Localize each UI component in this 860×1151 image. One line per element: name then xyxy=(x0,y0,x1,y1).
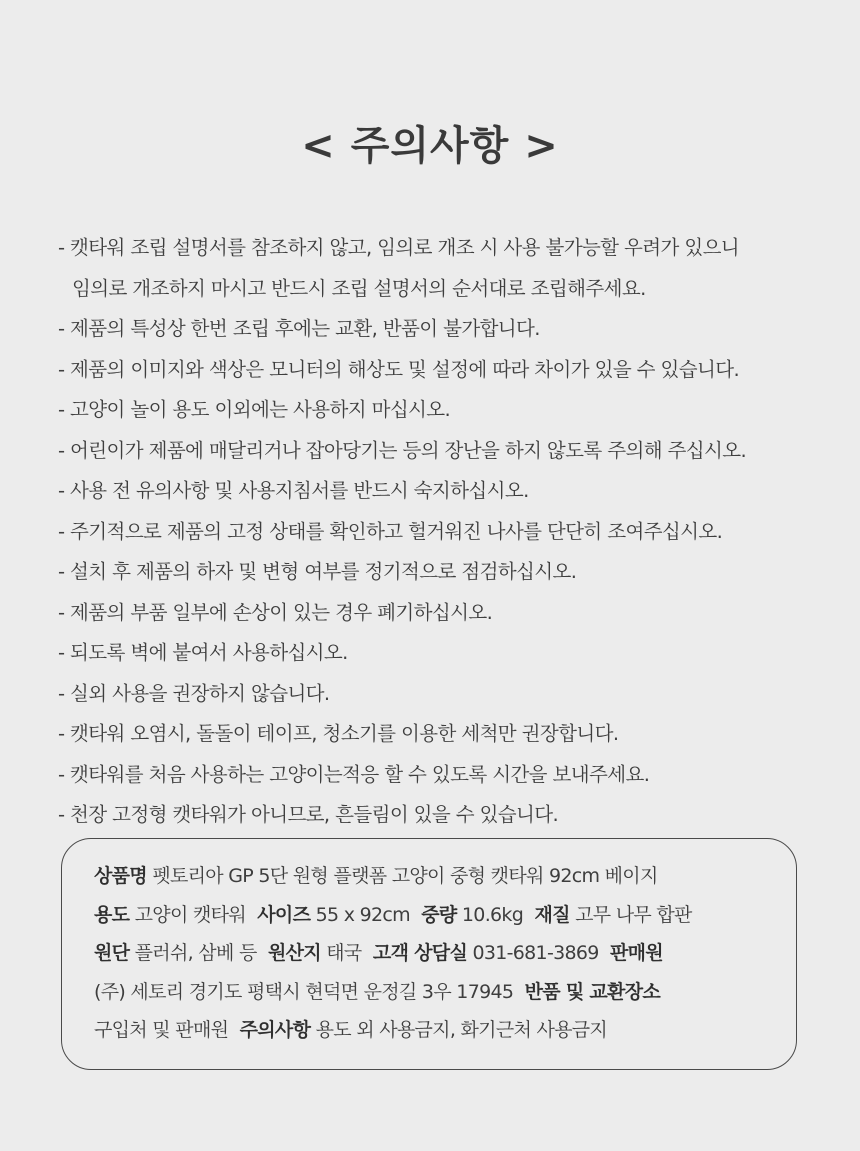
notice-item: - 제품의 특성상 한번 조립 후에는 교환, 반품이 불가합니다. xyxy=(58,317,540,340)
origin-value: 태국 xyxy=(326,942,362,964)
return-label: 반품 및 교환장소 xyxy=(524,980,661,1003)
product-name-value: 펫토리아 GP 5단 원형 플랫폼 고양이 중형 캣타워 92cm 베이지 xyxy=(152,865,658,887)
fabric-label: 원단 xyxy=(94,942,130,964)
notice-item: - 어린이가 제품에 매달리거나 잡아당기는 등의 장난을 하지 않도록 주의해 주십시오. xyxy=(58,438,747,462)
notice-item: - 사용 전 유의사항 및 사용지침서를 반드시 숙지하십시오. xyxy=(58,479,529,502)
notice-continuation-text: 임의로 개조하지 마시고 반드시 조립 설명서의 순서대로 조립해주세요. xyxy=(72,276,646,300)
info-line-return xyxy=(94,1011,796,1050)
product-info-box xyxy=(61,838,797,1070)
notice-item: - 캣타워 오염시, 돌돌이 테이프, 청소기를 이용한 세척만 권장합니다. xyxy=(58,722,619,745)
notice-item: - 주기적으로 제품의 고정 상태를 확인하고 헐거워진 나사를 단단히 조여주십시오. xyxy=(58,519,723,543)
return-place-value: 구입처 및 판매원 xyxy=(94,1019,229,1041)
origin-label: 원산지 xyxy=(267,942,321,964)
product-name-label: 상품명 xyxy=(94,865,147,887)
weight-label: 중량 xyxy=(421,903,457,926)
page-title: < 주의사항 > xyxy=(301,123,559,169)
use-value: 고양이 캣타워 xyxy=(134,903,246,926)
seller-label: 판매원 xyxy=(610,942,663,964)
weight-value: 10.6kg xyxy=(461,903,524,926)
notice-item-continuation xyxy=(58,269,848,310)
fabric-value: 플러쉬, 삼베 등 xyxy=(134,942,257,964)
notice-item: - 제품의 부품 일부에 손상이 있는 경우 폐기하십시오. xyxy=(58,600,493,624)
info-line-seller xyxy=(94,973,796,1012)
notice-item: - 고양이 놀이 용도 이외에는 사용하지 마십시오. xyxy=(58,398,451,421)
notice-item: - 실외 사용을 권장하지 않습니다. xyxy=(58,681,330,705)
notice-item: - 되도록 벽에 붙여서 사용하십시오. xyxy=(58,641,348,664)
seller-value: (주) 세토리 경기도 평택시 현덕면 운정길 3우 17945 xyxy=(94,980,514,1003)
notice-item: - 제품의 이미지와 색상은 모니터의 해상도 및 설정에 따라 차이가 있을 수 있습니다. xyxy=(58,357,740,381)
caution-value: 용도 외 사용금지, 화기근처 사용금지 xyxy=(315,1019,608,1041)
caution-label: 주의사항 xyxy=(239,1019,311,1041)
caution-list xyxy=(58,228,848,836)
use-label: 용도 xyxy=(94,903,130,926)
cs-phone: 031-681-3869 xyxy=(472,942,599,964)
notice-item: - 캣타워를 처음 사용하는 고양이는적응 할 수 있도록 시간을 보내주세요. xyxy=(58,762,650,786)
size-value: 55 x 92cm xyxy=(315,903,410,926)
notice-item: - 천장 고정형 캣타워가 아니므로, 흔들림이 있을 수 있습니다. xyxy=(58,803,559,826)
material-label: 재질 xyxy=(534,903,570,926)
info-line-product-name xyxy=(94,857,796,896)
notice-item: - 캣타워 조립 설명서를 참조하지 않고, 임의로 개조 시 사용 불가능할 우려가 있으니 xyxy=(58,236,740,259)
info-line-origin xyxy=(94,934,796,973)
size-label: 사이즈 xyxy=(257,903,311,926)
cs-label: 고객 상담실 xyxy=(372,942,468,964)
notice-item: - 설치 후 제품의 하자 및 변형 여부를 정기적으로 점검하십시오. xyxy=(58,560,577,583)
info-line-specs xyxy=(94,896,796,935)
material-value: 고무 나무 합판 xyxy=(575,903,692,926)
